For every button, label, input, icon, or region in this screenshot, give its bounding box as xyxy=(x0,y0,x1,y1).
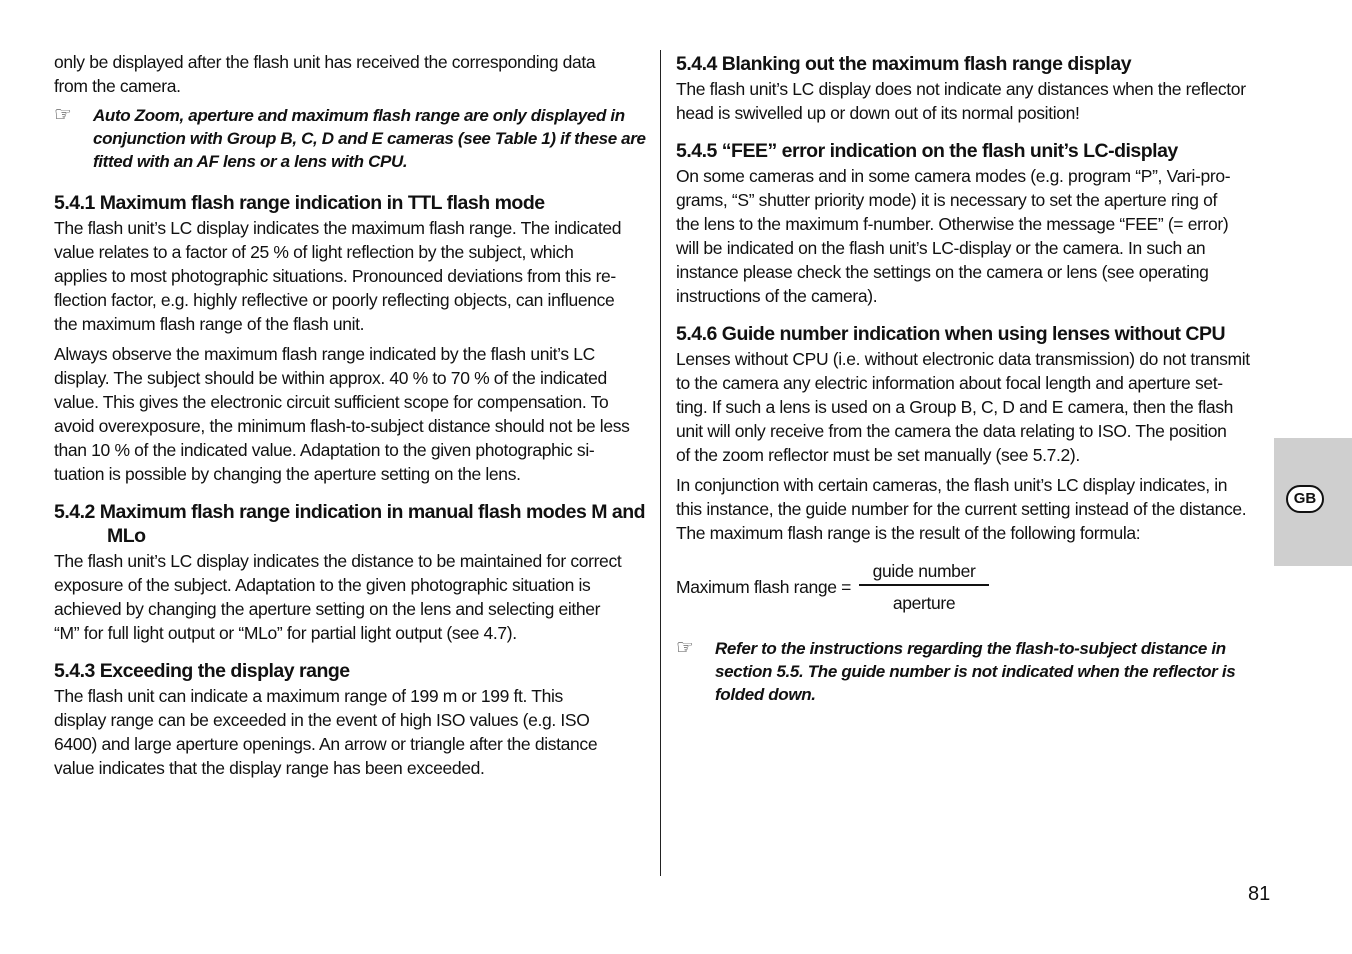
left-column xyxy=(54,50,650,780)
intro-paragraph xyxy=(54,50,650,98)
heading-5-4-4: 5.4.4 Blanking out the maximum flash range display xyxy=(676,53,1132,75)
text-line: In conjunction with certain cameras, the flash unit’s LC display indicates, in xyxy=(676,475,1228,495)
text-line: ting. If such a lens is used on a Group B, C, D and E camera, then the flash xyxy=(676,397,1234,417)
heading-5-4-2: 5.4.2 Maximum flash range indication in manual flash modes M and MLo xyxy=(54,501,646,547)
paragraph-5-4-1-b xyxy=(54,342,650,486)
paragraph-5-4-6-b xyxy=(676,473,1270,545)
note-guide-number xyxy=(676,637,1270,706)
text-line: this instance, the guide number for the current setting instead of the distance. xyxy=(676,499,1247,519)
intro-line: from the camera. xyxy=(54,76,181,96)
text-line: instance please check the settings on the camera or lens (see operating xyxy=(676,262,1209,282)
text-line: unit will only receive from the camera the data relating to ISO. The position xyxy=(676,421,1227,441)
text-line: 6400) and large aperture openings. An arrow or triangle after the distance xyxy=(54,734,598,754)
text-line: will be indicated on the flash unit’s LC-display or the camera. In such an xyxy=(676,238,1206,258)
text-line: value. This gives the electronic circuit sufficient scope for compensation. To xyxy=(54,392,609,412)
text-line: Always observe the maximum flash range indicated by the flash unit’s LC xyxy=(54,344,595,364)
text-line: applies to most photographic situations. Pronounced deviations from this re- xyxy=(54,266,616,286)
formula-label: Maximum flash range = xyxy=(676,576,852,597)
text-line: The flash unit’s LC display indicates the maximum flash range. The indicated xyxy=(54,218,622,238)
text-line: to the camera any electric information about focal length and aperture set- xyxy=(676,373,1223,393)
text-line: The flash unit’s LC display indicates the distance to be maintained for correct xyxy=(54,551,622,571)
note-line: Auto Zoom, aperture and maximum flash range are only displayed in xyxy=(93,106,625,125)
text-line: flection factor, e.g. highly reflective or poorly reflecting objects, can influence xyxy=(54,290,615,310)
note-text xyxy=(93,104,650,173)
flash-range-formula xyxy=(676,559,1270,615)
text-line: avoid overexposure, the minimum flash-to-subject distance should not be less xyxy=(54,416,630,436)
formula-fraction xyxy=(859,560,989,614)
text-line: instructions of the camera). xyxy=(676,286,878,306)
text-line: The flash unit can indicate a maximum range of 199 m or 199 ft. This xyxy=(54,686,563,706)
page-number: 81 xyxy=(1248,883,1271,905)
heading-5-4-6: 5.4.6 Guide number indication when using lenses without CPU xyxy=(676,323,1226,345)
text-line: than 10 % of the indicated value. Adaptation to the given photographic si- xyxy=(54,440,595,460)
text-line: value relates to a factor of 25 % of light reflection by the subject, which xyxy=(54,242,574,262)
note-auto-zoom xyxy=(54,104,650,173)
paragraph-5-4-5 xyxy=(676,164,1270,308)
text-line: tuation is possible by changing the aperture setting on the lens. xyxy=(54,464,521,484)
text-line: display range can be exceeded in the event of high ISO values (e.g. ISO xyxy=(54,710,590,730)
note-line: Refer to the instructions regarding the flash-to-subject distance in xyxy=(715,639,1226,658)
paragraph-5-4-3 xyxy=(54,684,650,780)
text-line: the maximum flash range of the flash unit. xyxy=(54,314,365,334)
text-line: display. The subject should be within approx. 40 % to 70 % of the indicated xyxy=(54,368,607,388)
heading-5-4-5: 5.4.5 “FEE” error indication on the flash unit’s LC-display xyxy=(676,140,1178,162)
paragraph-5-4-1-a xyxy=(54,216,650,336)
language-badge: GB xyxy=(1286,485,1324,513)
language-side-tab xyxy=(1274,438,1352,566)
heading-5-4-3: 5.4.3 Exceeding the display range xyxy=(54,660,350,682)
text-line: exposure of the subject. Adaptation to the given photographic situation is xyxy=(54,575,591,595)
text-line: Lenses without CPU (i.e. without electronic data transmission) do not transmit xyxy=(676,349,1250,369)
text-line: achieved by changing the aperture setting on the lens and selecting either xyxy=(54,599,601,619)
note-line: fitted with an AF lens or a lens with CPU. xyxy=(93,152,408,171)
paragraph-5-4-6-a xyxy=(676,347,1270,467)
text-line: The maximum flash range is the result of the following formula: xyxy=(676,523,1141,543)
formula-numerator: guide number xyxy=(872,561,976,581)
text-line: grams, “S” shutter priority mode) it is necessary to set the aperture ring of xyxy=(676,190,1218,210)
text-line: On some cameras and in some camera modes (e.g. program “P”, Vari-pro- xyxy=(676,166,1231,186)
note-text xyxy=(715,637,1270,706)
heading-5-4-1: 5.4.1 Maximum flash range indication in TTL flash mode xyxy=(54,192,545,214)
paragraph-5-4-2 xyxy=(54,549,650,645)
intro-line: only be displayed after the flash unit has received the corresponding data xyxy=(54,52,596,72)
fraction-bar xyxy=(859,584,989,586)
text-line: head is swivelled up or down out of its normal position! xyxy=(676,103,1080,123)
note-line: folded down. xyxy=(715,685,816,704)
note-line: section 5.5. The guide number is not indicated when the reflector is xyxy=(715,662,1236,681)
paragraph-5-4-4 xyxy=(676,77,1270,125)
text-line: The flash unit’s LC display does not indicate any distances when the reflector xyxy=(676,79,1246,99)
pointing-hand-icon: ☞ xyxy=(676,637,694,659)
text-line: the lens to the maximum f-number. Otherwise the message “FEE” (= error) xyxy=(676,214,1229,234)
column-divider xyxy=(660,50,661,876)
text-line: of the zoom reflector must be set manually (see 5.7.2). xyxy=(676,445,1080,465)
right-column xyxy=(676,50,1270,706)
pointing-hand-icon: ☞ xyxy=(54,104,72,126)
text-line: “M” for full light output or “MLo” for partial light output (see 4.7). xyxy=(54,623,517,643)
formula-denominator: aperture xyxy=(892,593,956,613)
text-line: value indicates that the display range has been exceeded. xyxy=(54,758,485,778)
note-line: conjunction with Group B, C, D and E cameras (see Table 1) if these are xyxy=(93,129,646,148)
